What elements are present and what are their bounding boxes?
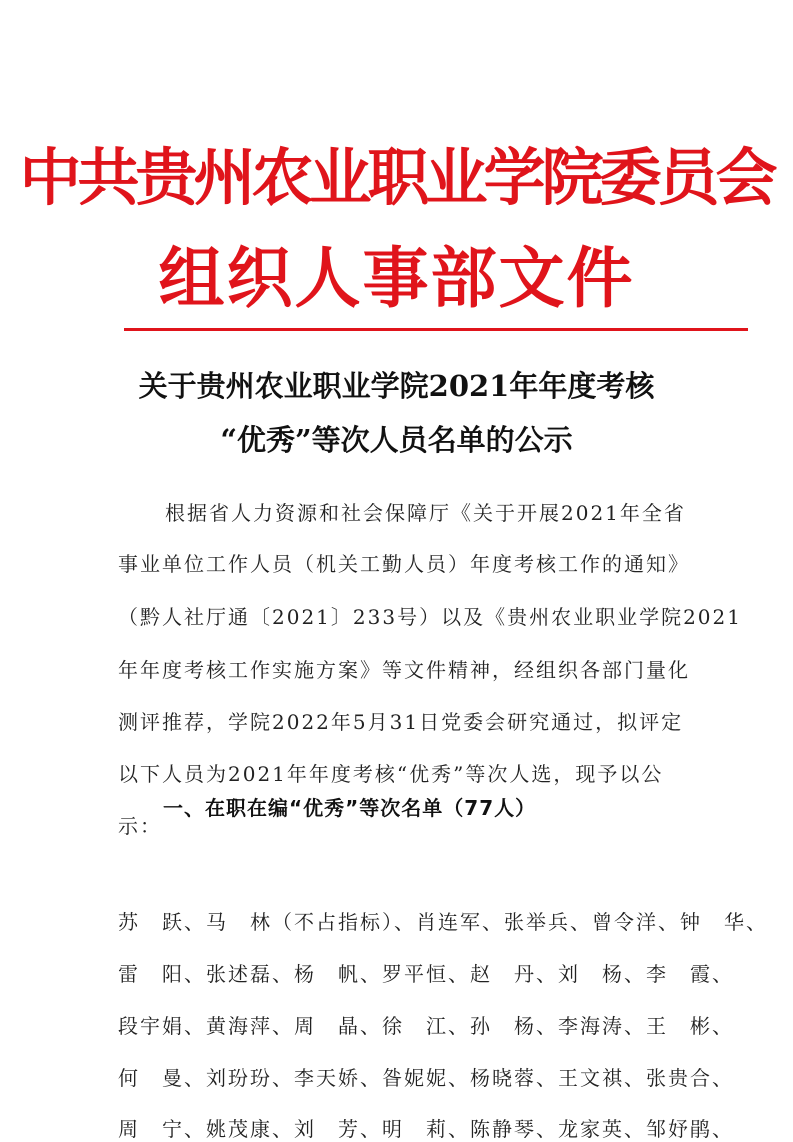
title-line-2: “优秀”等次人员名单的公示 xyxy=(220,423,573,457)
body-line-2: 事业单位工作人员（机关工勤人员）年度考核工作的通知》 xyxy=(118,552,690,576)
body-line-4: 年年度考核工作实施方案》等文件精神，经组织各部门量化 xyxy=(118,658,690,682)
name-line-1: 苏 跃、马 林（不占指标）、肖连军、张举兵、曾令洋、钟 华、 xyxy=(118,910,768,934)
name-line-2: 雷 阳、张述磊、杨 帆、罗平恒、赵 丹、刘 杨、李 霞、 xyxy=(118,962,734,986)
name-line-4: 何 曼、刘玢玢、李天娇、昝妮妮、杨晓蓉、王文祺、张贵合、 xyxy=(118,1066,734,1090)
body-line-3: （黔人社厅通〔2021〕233号）以及《贵州农业职业学院2021 xyxy=(118,605,742,629)
body-line-1: 根据省人力资源和社会保障厅《关于开展2021年全省 xyxy=(165,501,686,525)
body-line-6: 以下人员为2021年年度考核“优秀”等次人选，现予以公 xyxy=(118,762,664,786)
issuer-name: 中共贵州农业职业学院委员会 xyxy=(19,141,774,214)
body-line-5: 测评推荐，学院2022年5月31日党委会研究通过，拟评定 xyxy=(118,710,684,734)
name-line-3: 段宇娟、黄海萍、周 晶、徐 江、孙 杨、李海涛、王 彬、 xyxy=(118,1014,734,1038)
title-line-1: 关于贵州农业职业学院2021年年度考核 xyxy=(138,369,655,403)
body-line-7: 示： xyxy=(118,814,162,838)
name-line-5: 周 宁、姚茂康、刘 芳、明 莉、陈静琴、龙家英、邹妤鹃、 xyxy=(118,1117,734,1141)
section-heading-1: 一、在职在编“优秀”等次名单（77人） xyxy=(163,796,537,820)
red-divider xyxy=(124,328,748,331)
document-type: 组织人事部文件 xyxy=(158,240,635,317)
